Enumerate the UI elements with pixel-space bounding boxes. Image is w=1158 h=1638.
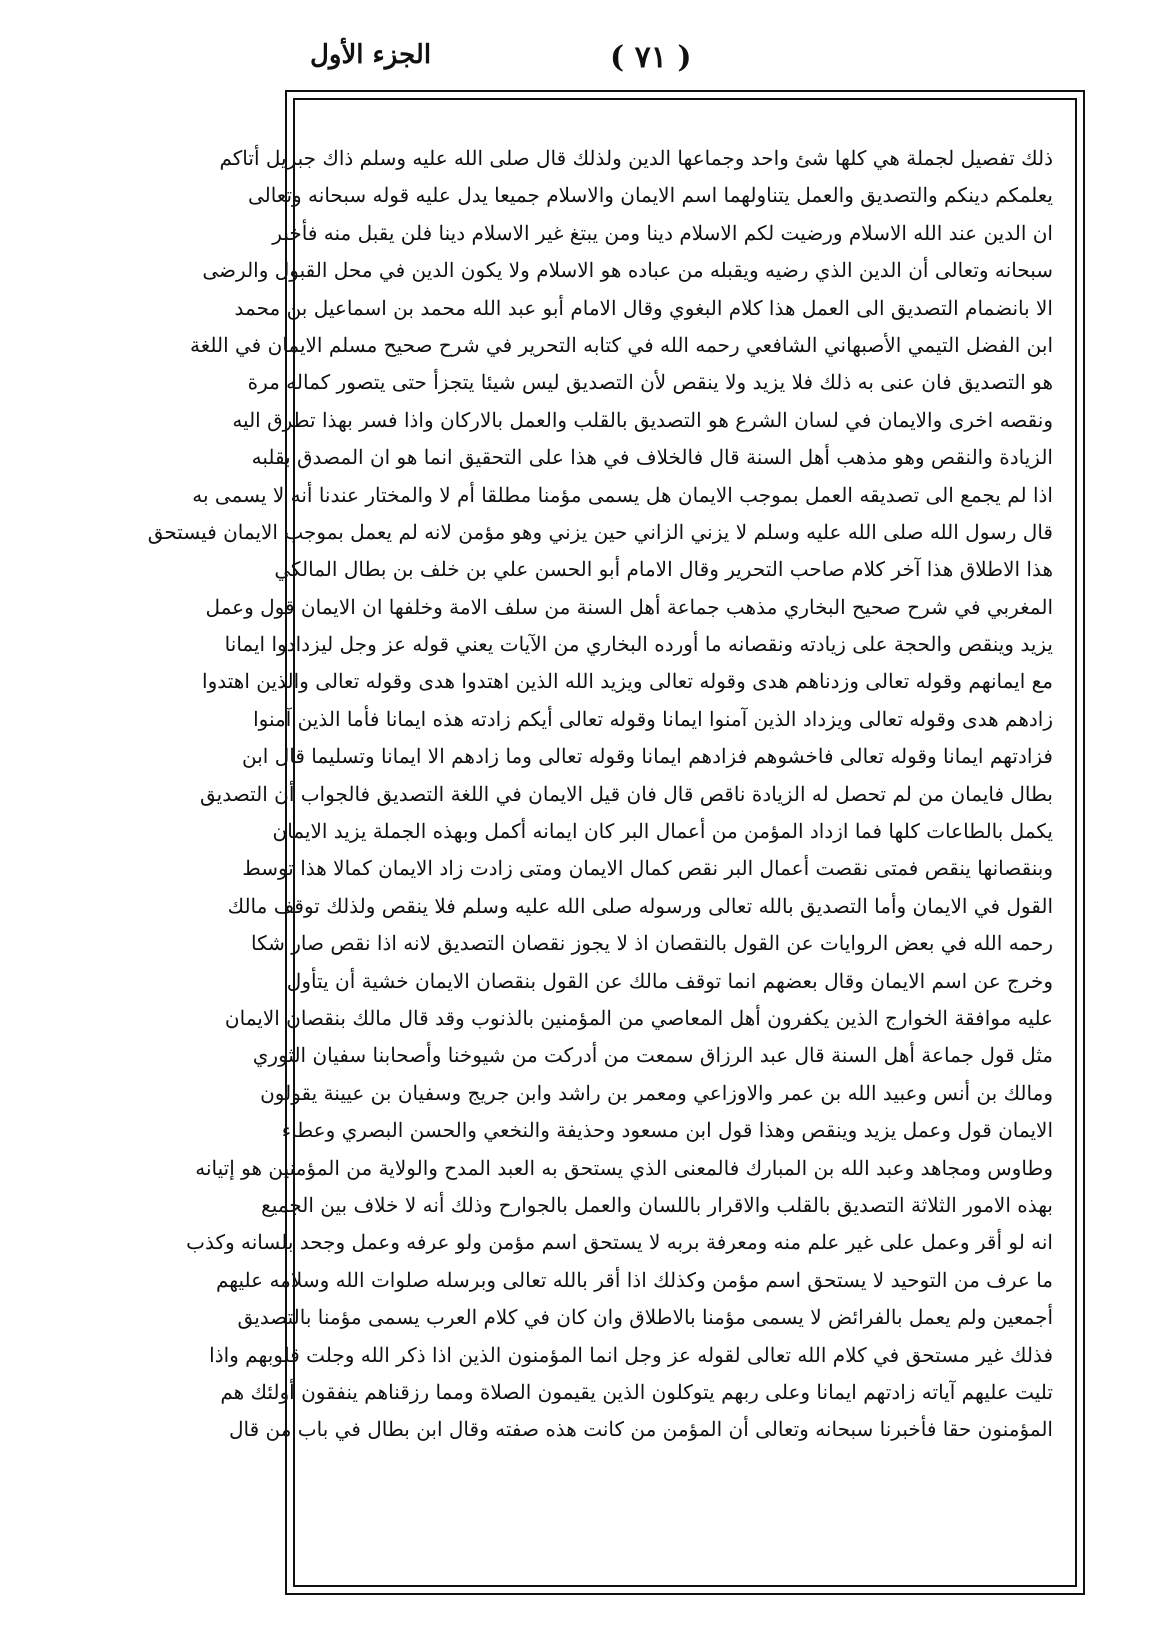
text-line: ابن الفضل التيمي الأصبهاني الشافعي رحمه الله في كتابه التحرير في شرح صحيح مسلم الايمان في اللغة [190, 332, 1053, 357]
text-line: يزيد وينقص والحجة على زيادته ونقصانه ما أورده البخاري من الآيات يعني قوله عز وجل ليزدادوا ايمانا [224, 632, 1053, 657]
text-line: وبنقصانها ينقص فمتى نقصت أعمال البر نقص كمال الايمان ومتى زادت زاد الايمان كمالا هذا توسط [242, 856, 1053, 881]
text-line [317, 1449, 1053, 1486]
text-line: بهذه الامور الثلاثة التصديق بالقلب والاقرار باللسان والعمل بالجوارح وذلك أنه لا خلاف بين الجميع [261, 1192, 1053, 1217]
text-line [317, 1486, 1053, 1523]
text-line: مثل قول جماعة أهل السنة قال عبد الرزاق سمعت من أدركت من شيوخنا وأصحابنا سفيان الثوري [252, 1043, 1053, 1068]
text-line: فذلك غير مستحق في كلام الله تعالى لقوله عز وجل انما المؤمنون الذين اذا ذكر الله وجلت قلوبهم واذا [209, 1342, 1053, 1367]
page-number: ( ٧١ ) [610, 40, 692, 75]
text-line: بطال فايمان من لم تحصل له الزيادة ناقص قال فان قيل الايمان في اللغة التصديق فالجواب أن التصديق [200, 781, 1053, 806]
text-line: ونقصه اخرى والايمان في لسان الشرع هو التصديق بالقلب والعمل بالاركان واذا فسر بهذا تطرق اليه [232, 407, 1053, 432]
text-line: الايمان قول وعمل يزيد وينقص وهذا قول ابن مسعود وحذيفة والنخعي والحسن البصري وعطاء [281, 1118, 1053, 1143]
text-line [317, 1561, 1053, 1598]
volume-label: الجزء الأول [310, 40, 432, 70]
text-line: وخرج عن اسم الايمان وقال بعضهم انما توقف مالك عن القول بنقصان الايمان خشية أن يتأول [286, 968, 1053, 993]
text-line: هو التصديق فان عنى به ذلك فلا يزيد ولا ينقص لأن التصديق ليس شيئا يتجزأ حتى يتصور كماله مرة [247, 370, 1053, 395]
page-frame [147, 90, 1085, 1595]
page-frame-inner [147, 98, 1077, 1587]
text-line: انه لو أقر وعمل على غير علم منه ومعرفة بربه لا يستحق اسم مؤمن ولو عرفه وعمل وجحد بلسانه وكذب [186, 1230, 1053, 1255]
text-line: ان الدين عند الله الاسلام ورضيت لكم الاسلام دينا ومن يبتغ غير الاسلام دينا فلن يقبل منه فأخبر [272, 220, 1053, 245]
text-line: زادهم هدى وقوله تعالى ويزداد الذين آمنوا ايمانا وقوله تعالى أيكم زادته هذه ايمانا فأما الذين آمنوا [253, 706, 1053, 731]
text-line: الا بانضمام التصديق الى العمل هذا كلام البغوي وقال الامام أبو عبد الله محمد بن اسماعيل بن محمد [234, 295, 1053, 320]
text-line: هذا الاطلاق هذا آخر كلام صاحب التحرير وقال الامام أبو الحسن علي بن خلف بن بطال المالكي [274, 557, 1053, 582]
text-line: تليت عليهم آياته زادتهم ايمانا وعلى ربهم يتوكلون الذين يقيمون الصلاة ومما رزقناهم ينفقون أولئك هم [220, 1379, 1053, 1404]
text-line: ومالك بن أنس وعبيد الله بن عمر والاوزاعي ومعمر بن راشد وابن جريج وسفيان بن عيينة يقولون [260, 1080, 1053, 1105]
text-line: مع ايمانهم وقوله تعالى وزدناهم هدى وقوله تعالى ويزيد الله الذين اهتدوا هدى وقوله تعالى والذين اهتدوا [202, 669, 1053, 694]
text-line: المؤمنون حقا فأخبرنا سبحانه وتعالى أن المؤمن من كانت هذه صفته وقال ابن بطال في باب من قال [228, 1417, 1053, 1442]
text-line: عليه موافقة الخوارج الذين يكفرون أهل المعاصي من المؤمنين بالذنوب وقد قال مالك بنقصان الايمان [224, 1005, 1053, 1030]
text-line: القول في الايمان وأما التصديق بالله تعالى ورسوله صلى الله عليه وسلم فلا ينقص ولذلك توقف مالك [227, 893, 1053, 918]
text-line: رحمه الله في بعض الروايات عن القول بالنقصان اذ لا يجوز نقصان التصديق لانه اذا نقص صار شكا [251, 931, 1053, 956]
page-header [280, 40, 1080, 90]
text-line: فزادتهم ايمانا وقوله تعالى فاخشوهم فزادهم ايمانا وقوله تعالى وما زادهم الا ايمانا وتسليما قال ابن [242, 744, 1053, 769]
text-line: يكمل بالطاعات كلها فما ازداد المؤمن من أعمال البر كان ايمانه أكمل وبهذه الجملة يزيد الايمان [272, 819, 1053, 844]
text-line: اذا لم يجمع الى تصديقه العمل بموجب الايمان هل يسمى مؤمنا مطلقا أم لا والمختار عندنا أنه لا يسمى به [192, 482, 1053, 507]
text-line: المغربي في شرح صحيح البخاري مذهب جماعة أهل السنة من سلف الامة وخلفها ان الايمان قول وعمل [205, 594, 1053, 619]
text-line [317, 1523, 1053, 1560]
text-line: وطاوس ومجاهد وعبد الله بن المبارك فالمعنى الذي يستحق به العبد المدح والولاية من المؤمنين هو إتيانه [195, 1155, 1053, 1180]
text-line: ذلك تفصيل لجملة هي كلها شئ واحد وجماعها الدين ولذلك قال صلى الله عليه وسلم ذاك جبريل أتاكم [219, 146, 1053, 170]
text-line: الزيادة والنقص وهو مذهب أهل السنة قال فالخلاف في هذا على التحقيق انما هو ان المصدق بقلبه [251, 445, 1053, 470]
text-line: سبحانه وتعالى أن الدين الذي رضيه ويقبله من عباده هو الاسلام ولا يكون الدين في محل القبول والرضى [202, 258, 1053, 283]
text-line: يعلمكم دينكم والتصديق والعمل يتناولهما اسم الايمان والاسلام جميعا يدل عليه قوله سبحانه وتعالى [247, 183, 1053, 208]
text-line: أجمعين ولم يعمل بالفرائض لا يسمى مؤمنا بالاطلاق وان كان في كلام العرب يسمى مؤمنا بالتصديق [237, 1305, 1053, 1330]
text-line: ما عرف من التوحيد لا يستحق اسم مؤمن وكذلك اذا أقر بالله تعالى وبرسله صلوات الله وسلامه عليهم [215, 1267, 1053, 1292]
body-text [147, 140, 1053, 1565]
text-line: قال رسول الله صلى الله عليه وسلم لا يزني الزاني حين يزني وهو مؤمن لانه لم يعمل بموجب الايمان فيستحق [147, 519, 1053, 544]
